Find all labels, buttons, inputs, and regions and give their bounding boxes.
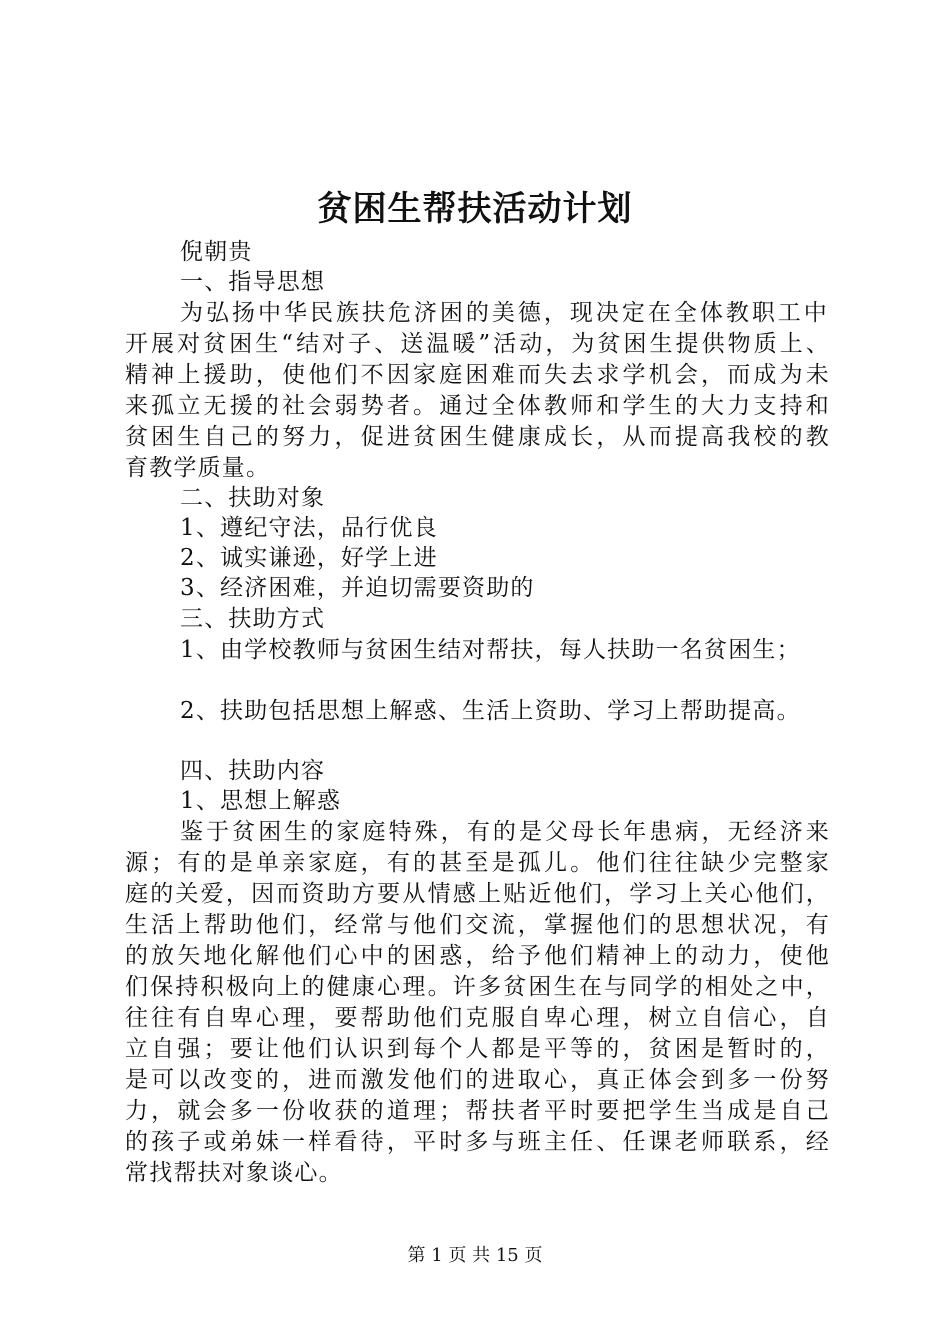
paragraph-line: 开展对贫困生“结对子、送温暖”活动，为贫困生提供物质上、 bbox=[125, 331, 830, 357]
paragraph-line: 精神上援助，使他们不因家庭困难而失去求学机会，而成为未 bbox=[125, 362, 830, 388]
list-item: 2、扶助包括思想上解惑、生活上资助、学习上帮助提高。 bbox=[180, 698, 801, 724]
paragraph-line: 庭的关爱，因而资助方要从情感上贴近他们，学习上关心他们， bbox=[125, 881, 830, 907]
section-heading-methods: 三、扶助方式 bbox=[180, 606, 326, 632]
section-heading-content: 四、扶助内容 bbox=[180, 758, 326, 784]
paragraph-line: 源；有的是单亲家庭，有的甚至是孤儿。他们往往缺少完整家 bbox=[125, 850, 830, 876]
list-item: 1、由学校教师与贫困生结对帮扶，每人扶助一名贫困生； bbox=[180, 637, 801, 663]
paragraph-line: 的孩子或弟妹一样看待，平时多与班主任、任课老师联系，经 bbox=[125, 1129, 830, 1155]
document-title: 贫困生帮扶活动计划 bbox=[317, 189, 633, 229]
paragraph-line: 常找帮扶对象谈心。 bbox=[125, 1160, 343, 1186]
section-heading-guiding-thought: 一、指导思想 bbox=[180, 269, 326, 295]
paragraph-line: 来孤立无援的社会弱势者。通过全体教师和学生的大力支持和 bbox=[125, 393, 830, 419]
paragraph-line: 的放矢地化解他们心中的困惑，给予他们精神上的动力，使他 bbox=[125, 943, 830, 969]
paragraph-line: 鉴于贫困生的家庭特殊，有的是父母长年患病，无经济来 bbox=[180, 819, 830, 845]
paragraph-line: 育教学质量。 bbox=[125, 455, 271, 481]
list-item: 1、遵纪守法，品行优良 bbox=[180, 515, 438, 541]
paragraph-line: 力，就会多一份收获的道理；帮扶者平时要把学生当成是自己 bbox=[125, 1098, 830, 1124]
page-number-footer: 第 1 页 共 15 页 bbox=[407, 1245, 543, 1266]
paragraph-line: 生活上帮助他们，经常与他们交流，掌握他们的思想状况，有 bbox=[125, 912, 830, 938]
paragraph-line: 往往有自卑心理，要帮助他们克服自卑心理，树立自信心，自 bbox=[125, 1005, 830, 1031]
paragraph-line: 立自强；要让他们认识到每个人都是平等的，贫困是暂时的， bbox=[125, 1036, 830, 1062]
list-item: 3、经济困难，并迫切需要资助的 bbox=[180, 575, 535, 601]
paragraph-line: 们保持积极向上的健康心理。许多贫困生在与同学的相处之中， bbox=[125, 974, 830, 1000]
paragraph-line: 是可以改变的，进而激发他们的进取心，真正体会到多一份努 bbox=[125, 1067, 830, 1093]
subsection-heading: 1、思想上解惑 bbox=[180, 788, 342, 814]
section-heading-targets: 二、扶助对象 bbox=[180, 485, 326, 511]
list-item: 2、诚实谦逊，好学上进 bbox=[180, 545, 438, 571]
author-name: 倪朝贵 bbox=[180, 239, 253, 265]
paragraph-line: 贫困生自己的努力，促进贫困生健康成长，从而提高我校的教 bbox=[125, 424, 830, 450]
paragraph-line: 为弘扬中华民族扶危济困的美德，现决定在全体教职工中 bbox=[180, 300, 828, 326]
